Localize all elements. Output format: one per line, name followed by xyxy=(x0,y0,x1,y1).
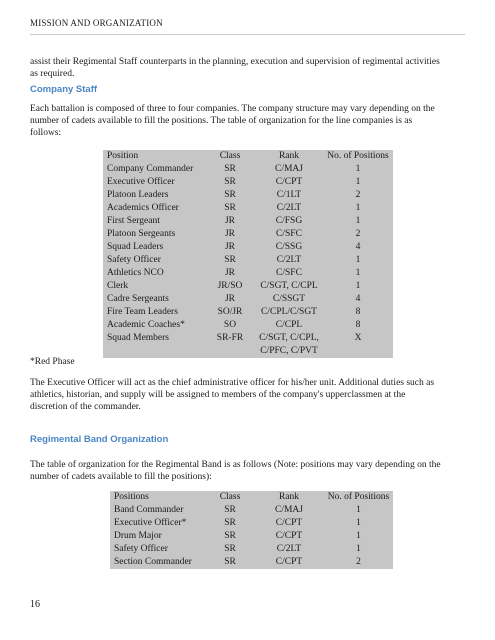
cell-rank: C/2LT xyxy=(276,203,302,213)
cell-class: SR xyxy=(224,544,236,554)
table-row xyxy=(110,504,393,517)
running-header: MISSION AND ORGANIZATION xyxy=(30,18,163,28)
cell-class: SR xyxy=(224,518,236,528)
cell-class: SR xyxy=(224,203,236,213)
page-number: 16 xyxy=(30,599,40,610)
column-header-class: Class xyxy=(219,492,241,502)
table-row xyxy=(110,517,393,530)
header-rule xyxy=(30,34,465,35)
cell-rank: C/SSG xyxy=(275,242,303,252)
cell-rank: C/MAJ xyxy=(275,505,303,515)
cell-rank: C/CPT xyxy=(275,177,303,187)
cell-count: 4 xyxy=(355,294,361,304)
cell-class: SR-FR xyxy=(216,333,244,343)
cell-class: JR xyxy=(224,294,236,304)
cell-rank-continuation: C/PFC, C/PVT xyxy=(260,346,318,356)
table-row xyxy=(103,202,393,215)
cell-count: 1 xyxy=(355,177,361,187)
table-row xyxy=(103,254,393,267)
cell-rank: C/CPL/C/SGT xyxy=(261,307,317,317)
cell-rank: C/SFC xyxy=(276,229,302,239)
cell-position: Squad Leaders xyxy=(107,242,164,252)
cell-rank: C/1LT xyxy=(276,190,302,200)
cell-count: 2 xyxy=(355,190,361,200)
cell-class: SR xyxy=(224,531,236,541)
cell-position: Cadre Sergeants xyxy=(107,294,169,304)
cell-class: JR/SO xyxy=(217,281,243,291)
column-header-class: Class xyxy=(219,151,241,161)
band-heading: Regimental Band Organization xyxy=(30,434,169,445)
cell-class: SR xyxy=(224,505,236,515)
table-header-row xyxy=(103,150,393,163)
cell-position: Company Commander xyxy=(107,164,194,174)
table-row xyxy=(103,241,393,254)
cell-class: JR xyxy=(224,216,236,226)
cell-count: 1 xyxy=(355,164,361,174)
cell-position: Platoon Leaders xyxy=(107,190,169,200)
cell-class: JR xyxy=(224,268,236,278)
column-header-count: No. of Positions xyxy=(327,151,389,161)
column-header-position: Positions xyxy=(114,492,149,502)
table-row xyxy=(103,215,393,228)
company-staff-table xyxy=(103,150,393,358)
cell-class: SR xyxy=(224,177,236,187)
cell-count: X xyxy=(354,333,362,343)
cell-rank: C/SFC xyxy=(276,268,302,278)
table-row xyxy=(103,176,393,189)
cell-position: Academic Coaches* xyxy=(107,320,185,330)
cell-rank: C/SGT, C/CPL, xyxy=(259,333,319,343)
table-row xyxy=(103,280,393,293)
footnote: *Red Phase xyxy=(30,357,75,367)
cell-count: 1 xyxy=(355,203,361,213)
cell-rank: C/SGT, C/CPL xyxy=(260,281,318,291)
cell-class: JR xyxy=(224,229,236,239)
table-row xyxy=(103,163,393,176)
cell-empty xyxy=(323,345,393,358)
cell-count: 1 xyxy=(356,544,361,554)
cell-count: 8 xyxy=(355,307,361,317)
cell-class: SR xyxy=(224,190,236,200)
cell-count: 1 xyxy=(356,505,361,515)
cell-count: 1 xyxy=(356,531,361,541)
cell-position: First Sergeant xyxy=(107,216,160,226)
cell-position: Band Commander xyxy=(114,505,184,515)
cell-position: Athletics NCO xyxy=(107,268,164,278)
cell-count: 1 xyxy=(355,268,361,278)
cell-count: 1 xyxy=(355,216,361,226)
cell-rank: C/CPL xyxy=(275,320,303,330)
cell-position: Fire Team Leaders xyxy=(107,307,178,317)
cell-count: 8 xyxy=(355,320,361,330)
cell-class: SO xyxy=(223,320,237,330)
cell-class: SR xyxy=(224,557,236,567)
cell-count: 4 xyxy=(355,242,361,252)
cell-rank: C/SSGT xyxy=(272,294,306,304)
table-row xyxy=(103,332,393,345)
cell-rank: C/CPT xyxy=(275,531,303,541)
intro-paragraph: assist their Regimental Staff counterparts in the planning, execution and supervision of regimental activities as required. xyxy=(30,57,440,79)
column-header-rank: Rank xyxy=(278,492,300,502)
table-row xyxy=(103,267,393,280)
company-staff-heading: Company Staff xyxy=(30,84,98,95)
column-header-rank: Rank xyxy=(278,151,300,161)
closing-paragraph: The Executive Officer will act as the chief administrative officer for his/her unit. Additional duties such as athletics, historian, and supply will be assigned to members of the company's upperclassmen at the discretion of the commander. xyxy=(30,378,435,412)
cell-rank: C/FSG xyxy=(275,216,303,226)
table-row xyxy=(103,228,393,241)
cell-class: SR xyxy=(224,255,236,265)
cell-position: Safety Officer xyxy=(107,255,161,265)
cell-count: 2 xyxy=(355,229,361,239)
cell-rank: C/2LT xyxy=(276,255,302,265)
cell-position: Platoon Sergeants xyxy=(107,229,176,239)
band-paragraph: The table of organization for the Regimental Band is as follows (Note: positions may vary depending on the number of cadets available to fill the positions): xyxy=(30,460,441,482)
cell-empty xyxy=(205,345,255,358)
table-row xyxy=(103,293,393,306)
column-header-position: Position xyxy=(107,151,139,161)
cell-position: Drum Major xyxy=(114,531,162,541)
table-row xyxy=(110,556,393,569)
cell-position: Academics Officer xyxy=(107,203,179,213)
cell-rank: C/MAJ xyxy=(275,164,303,174)
cell-class: SO/JR xyxy=(217,307,243,317)
cell-class: JR xyxy=(224,242,236,252)
column-header-count: No. of Positions xyxy=(327,492,390,502)
cell-position: Executive Officer xyxy=(107,177,175,187)
cell-rank: C/CPT xyxy=(275,557,303,567)
cell-count: 1 xyxy=(355,255,361,265)
cell-rank: C/CPT xyxy=(275,518,303,528)
cell-position: Safety Officer xyxy=(114,544,168,554)
cell-empty xyxy=(103,345,205,358)
cell-count: 1 xyxy=(355,281,361,291)
table-header-row xyxy=(110,491,393,504)
table-row xyxy=(103,306,393,319)
cell-position: Section Commander xyxy=(114,557,192,567)
band-table xyxy=(110,491,393,569)
cell-position: Clerk xyxy=(107,281,129,291)
cell-rank: C/2LT xyxy=(276,544,302,554)
table-row xyxy=(103,319,393,332)
table-row xyxy=(110,530,393,543)
table-row xyxy=(110,543,393,556)
table-row xyxy=(103,189,393,202)
cell-count: 2 xyxy=(356,557,361,567)
table-row-continuation xyxy=(103,345,393,358)
cell-class: SR xyxy=(224,164,236,174)
cell-position: Squad Members xyxy=(107,333,170,343)
company-staff-paragraph: Each battalion is composed of three to four companies. The company structure may vary depending on the number of cadets available to fill the positions. The table of organization for the line companies is as follows: xyxy=(30,104,435,138)
cell-position: Executive Officer* xyxy=(114,518,187,528)
cell-count: 1 xyxy=(356,518,361,528)
